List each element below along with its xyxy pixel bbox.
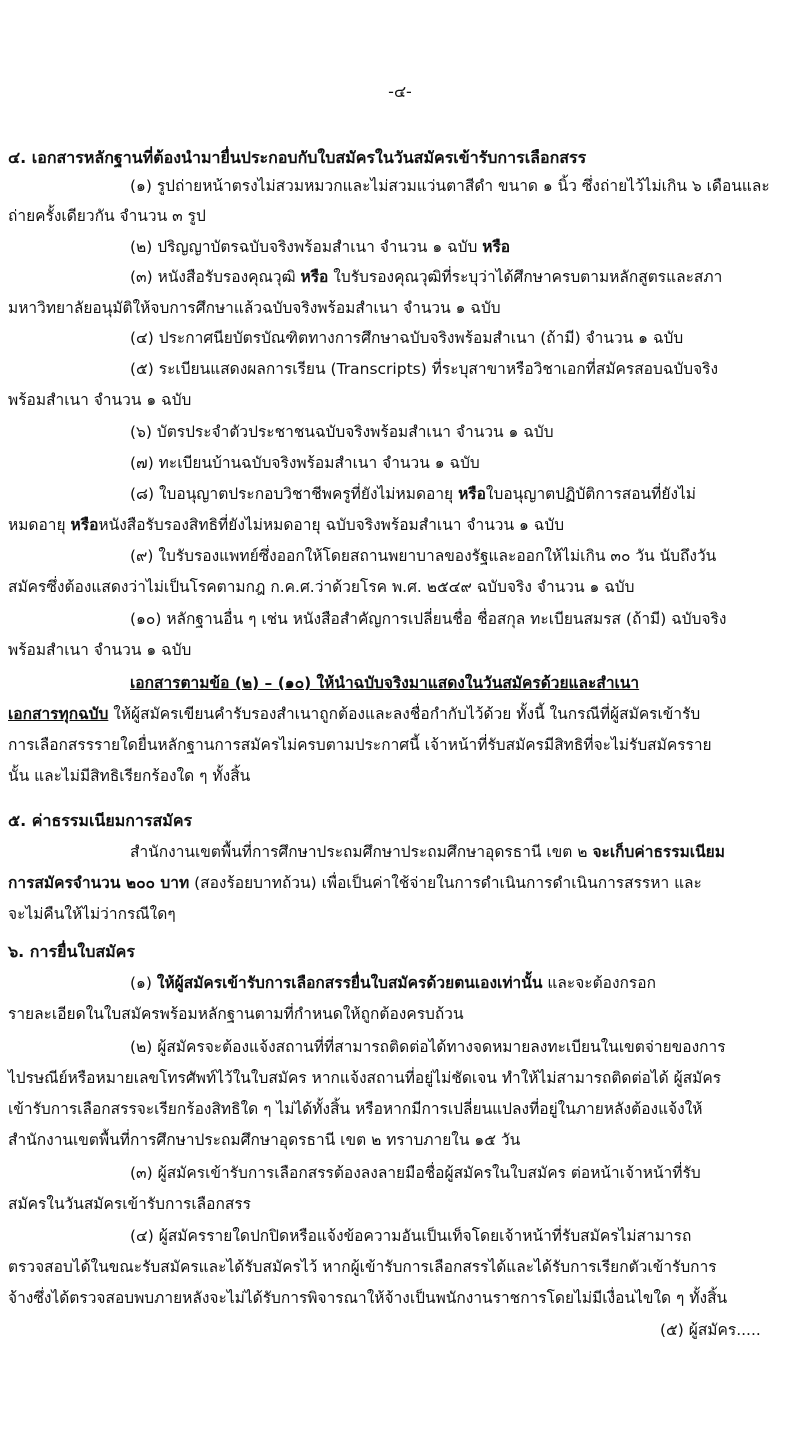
- s4-item-3-line-1: [130, 265, 722, 289]
- s4-item-3-or: หรือ: [300, 268, 329, 286]
- s4-item-2-text: (๒) ปริญญาบัตรฉบับจริงพร้อมสำเนา จำนวน ๑ ฉบับ: [130, 238, 483, 256]
- s5-line-2: [8, 871, 702, 895]
- s4-item-4: (๔) ประกาศนียบัตรบัณฑิตทางการศึกษาฉบับจริงพร้อมสำเนา (ถ้ามี) จำนวน ๑ ฉบับ: [130, 329, 684, 347]
- s4-item-6: (๖) บัตรประจำตัวประชาชนฉบับจริงพร้อมสำเนา จำนวน ๑ ฉบับ: [130, 423, 554, 441]
- s4-item-8-text-a: (๘) ใบอนุญาตประกอบวิชาชีพครูที่ยังไม่หมดอายุ: [130, 485, 459, 503]
- s4-item-8-line-2: [8, 513, 564, 537]
- continuation-note: (๕) ผู้สมัคร.....: [660, 1321, 761, 1339]
- s4-note-line-4: นั้น และไม่มีสิทธิเรียกร้องใด ๆ ทั้งสิ้น: [8, 767, 251, 785]
- s4-item-5-line-2: พร้อมสำเนา จำนวน ๑ ฉบับ: [8, 391, 192, 409]
- s4-note-text: ให้ผู้สมัครเขียนคำรับรองสำเนาถูกต้องและลงชื่อกำกับไว้ด้วย ทั้งนี้ ในกรณีที่ผู้สมัครเข้ารับ: [108, 705, 701, 723]
- s6-item-1-line-1: [130, 971, 656, 995]
- s6-item-1-bold: ให้ผู้สมัครเข้ารับการเลือกสรรยื่นใบสมัครด้วยตนเองเท่านั้น: [156, 974, 543, 992]
- s4-item-5-line-1: (๕) ระเบียนแสดงผลการเรียน (Transcripts) ที่ระบุสาขาหรือวิชาเอกที่สมัครสอบฉบับจริง: [130, 360, 719, 378]
- s4-item-7: (๗) ทะเบียนบ้านฉบับจริงพร้อมสำเนา จำนวน ๑ ฉบับ: [130, 454, 480, 472]
- s4-item-9-line-2: สมัครซึ่งต้องแสดงว่าไม่เป็นโรคตามกฎ ก.ค.ศ.ว่าด้วยโรค พ.ศ. ๒๕๔๙ ฉบับจริง จำนวน ๑ ฉบับ: [8, 578, 635, 596]
- s4-item-1-line-2: ถ่ายครั้งเดียวกัน จำนวน ๓ รูป: [8, 207, 206, 225]
- s6-item-4-line-3: จ้างซึ่งได้ตรวจสอบพบภายหลังจะไม่ได้รับการพิจารณาให้จ้างเป็นพนักงานราชการโดยไม่มีเงื่อนไขใด ๆ ทั้งสิ้น: [8, 1289, 728, 1307]
- s5-line-1: [130, 840, 725, 864]
- s6-item-2-line-2: ไปรษณีย์หรือหมายเลขโทรศัพท์ไว้ในใบสมัคร หากแจ้งสถานที่อยู่ไม่ชัดเจน ทำให้ไม่สามารถติดต่อได้ ผู้สมัคร: [8, 1069, 722, 1087]
- s6-item-2-line-4: สำนักงานเขตพื้นที่การศึกษาประถมศึกษาอุดรธานี เขต ๒ ทราบภายใน ๑๕ วัน: [8, 1131, 521, 1149]
- s4-note-line-3: การเลือกสรรรายใดยื่นหลักฐานการสมัครไม่ครบตามประกาศนี้ เจ้าหน้าที่รับสมัครมีสิทธิที่จะไม่รับสมัครราย: [8, 736, 712, 754]
- s4-item-3-text-c: ใบรับรองคุณวุฒิที่ระบุว่าได้ศึกษาครบตามหลักสูตรและสภา: [328, 268, 723, 286]
- section-6-heading: ๖. การยื่นใบสมัคร: [8, 942, 135, 961]
- s4-item-10-line-2: พร้อมสำเนา จำนวน ๑ ฉบับ: [8, 641, 192, 659]
- s6-item-2-line-1: (๒) ผู้สมัครจะต้องแจ้งสถานที่ที่สามารถติดต่อได้ทางจดหมายลงทะเบียนในเขตจ่ายของการ: [130, 1038, 726, 1056]
- s4-item-1-line-1: (๑) รูปถ่ายหน้าตรงไม่สวมหมวกและไม่สวมแว่นตาสีดำ ขนาด ๑ นิ้ว ซึ่งถ่ายไว้ไม่เกิน ๖ เดือนและ: [130, 177, 770, 195]
- section-5-heading: ๕. ค่าธรรมเนียมการสมัคร: [8, 811, 193, 830]
- s4-item-2: [130, 235, 510, 259]
- s6-item-4-line-2: ตรวจสอบได้ในขณะรับสมัครและได้รับสมัครไว้ หากผู้เข้ารับการเลือกสรรได้และได้รับการเรียกตัวเข้ารับการ: [8, 1258, 717, 1276]
- s4-item-8-l2-text-a: หมดอายุ: [8, 516, 71, 534]
- s6-item-1-text: และจะต้องกรอก: [542, 974, 656, 992]
- s5-line-1-text: สำนักงานเขตพื้นที่การศึกษาประถมศึกษาประถมศึกษาอุดรธานี เขต ๒: [130, 843, 593, 861]
- s4-item-8-l2-text-c: หนังสือรับรองสิทธิที่ยังไม่หมดอายุ ฉบับจริงพร้อมสำเนา จำนวน ๑ ฉบับ: [98, 516, 565, 534]
- s6-item-1-line-2: รายละเอียดในใบสมัครพร้อมหลักฐานตามที่กำหนดให้ถูกต้องครบถ้วน: [8, 1005, 464, 1023]
- s6-item-3-line-2: สมัครในวันสมัครเข้ารับการเลือกสรร: [8, 1195, 251, 1213]
- section-4-heading: ๔. เอกสารหลักฐานที่ต้องนำมายื่นประกอบกับใบสมัครในวันสมัครเข้ารับการเลือกสรร: [8, 148, 587, 167]
- s4-item-9-line-1: (๙) ใบรับรองแพทย์ซึ่งออกให้โดยสถานพยาบาลของรัฐและออกให้ไม่เกิน ๓๐ วัน นับถึงวัน: [130, 547, 717, 565]
- s5-line-1-bold: จะเก็บค่าธรรมเนียม: [592, 843, 725, 861]
- s5-line-3: จะไม่คืนให้ไม่ว่ากรณีใดๆ: [8, 905, 176, 923]
- s4-item-2-or: หรือ: [482, 238, 511, 256]
- s4-item-8-line-1: [130, 482, 696, 506]
- s4-item-8-l2-or: หรือ: [70, 516, 99, 534]
- s6-item-2-line-3: เข้ารับการเลือกสรรจะเรียกร้องสิทธิใด ๆ ไม่ได้ทั้งสิ้น หรือหากมีการเปลี่ยนแปลงที่อยู่ในภายหลังต้องแจ้งให้: [8, 1100, 703, 1118]
- s4-note-line-2: [8, 702, 700, 726]
- s6-item-1-num: (๑): [130, 974, 157, 992]
- s4-note-line-1: เอกสารตามข้อ (๒) – (๑๐) ให้นำฉบับจริงมาแสดงในวันสมัครด้วยและสำเนา: [130, 674, 640, 692]
- s4-item-10-line-1: (๑๐) หลักฐานอื่น ๆ เช่น หนังสือสำคัญการเปลี่ยนชื่อ ชื่อสกุล ทะเบียนสมรส (ถ้ามี) ฉบับจริง: [130, 610, 727, 628]
- s5-line-2-text: (สองร้อยบาทถ้วน) เพื่อเป็นค่าใช้จ่ายในการดำเนินการดำเนินการสรรหา และ: [189, 874, 702, 892]
- s6-item-4-line-1: (๔) ผู้สมัครรายใดปกปิดหรือแจ้งข้อความอันเป็นเท็จโดยเจ้าหน้าที่รับสมัครไม่สามารถ: [130, 1227, 692, 1245]
- page-number: -๔-: [388, 82, 412, 101]
- s4-item-8-text-c: ใบอนุญาตปฏิบัติการสอนที่ยังไม่: [485, 485, 697, 503]
- s6-item-3-line-1: (๓) ผู้สมัครเข้ารับการเลือกสรรต้องลงลายมือชื่อผู้สมัครในใบสมัคร ต่อหน้าเจ้าหน้าที่รับ: [130, 1164, 701, 1182]
- s4-item-8-or: หรือ: [458, 485, 486, 503]
- s4-note-emphasis: เอกสารทุกฉบับ: [8, 705, 109, 723]
- s4-item-3-line-2: มหาวิทยาลัยอนุมัติให้จบการศึกษาแล้วฉบับจริงพร้อมสำเนา จำนวน ๑ ฉบับ: [8, 299, 501, 317]
- s4-item-3-text-a: (๓) หนังสือรับรองคุณวุฒิ: [130, 268, 301, 286]
- s5-line-2-bold: การสมัครจำนวน ๒๐๐ บาท: [8, 874, 190, 892]
